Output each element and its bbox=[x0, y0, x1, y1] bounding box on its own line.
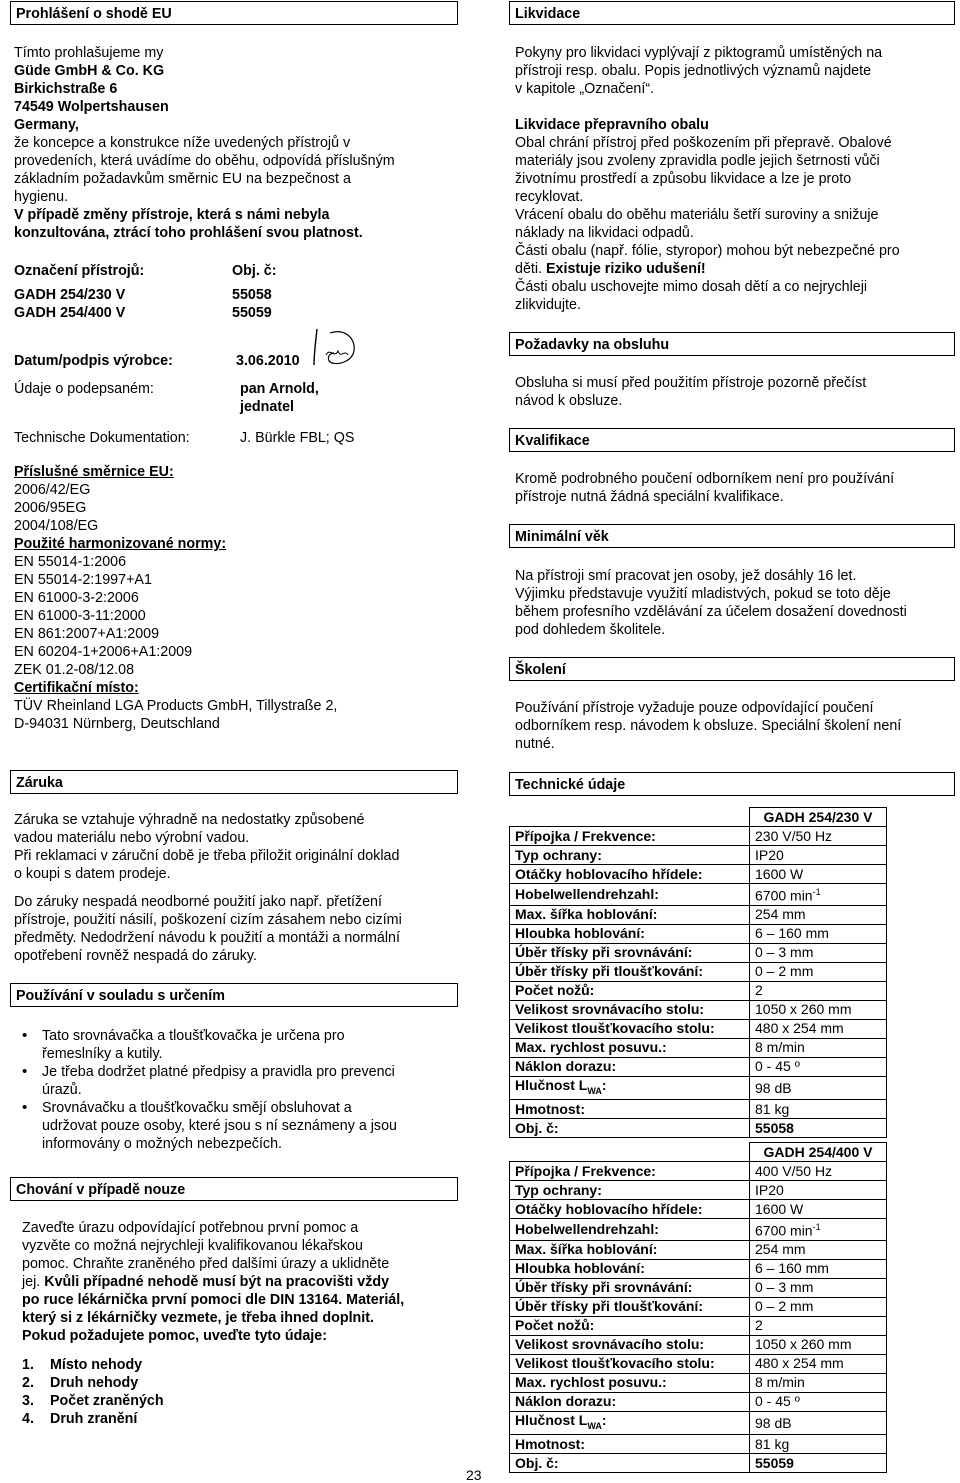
spec-value: 55058 bbox=[750, 1119, 887, 1138]
training-text bbox=[515, 699, 901, 753]
company-country: Germany, bbox=[14, 117, 79, 133]
declaration-line: provedeních, která uvádíme do oběhu, odpovídá příslušným bbox=[14, 153, 395, 169]
declaration-warning bbox=[14, 206, 363, 242]
model-name: GADH 254/400 V bbox=[750, 1143, 887, 1162]
warranty-line: Při reklamaci v záruční době je třeba přiložit originální doklad bbox=[14, 848, 400, 864]
spec-label: Úběr třísky při srovnávání: bbox=[510, 943, 750, 962]
emergency-line: Zaveďte úrazu odpovídající potřebnou první pomoc a bbox=[22, 1220, 359, 1236]
disposal-line: v kapitole „Označení“. bbox=[515, 81, 655, 97]
spec-value: 0 – 2 mm bbox=[750, 1297, 887, 1316]
spec-label: Max. šířka hoblování: bbox=[510, 1240, 750, 1259]
spec-label: Otáčky hoblovacího hřídele: bbox=[510, 865, 750, 884]
table-row bbox=[510, 1100, 887, 1119]
company-street: Birkichstraße 6 bbox=[14, 81, 118, 97]
spec-value: 98 dB bbox=[750, 1076, 887, 1100]
spec-value: 0 – 3 mm bbox=[750, 943, 887, 962]
spec-label: Hloubka hoblování: bbox=[510, 924, 750, 943]
spec-value: 2 bbox=[750, 981, 887, 1000]
spec-value: 400 V/50 Hz bbox=[750, 1162, 887, 1181]
list-item bbox=[22, 1027, 397, 1063]
spec-label: Max. šířka hoblování: bbox=[510, 905, 750, 924]
spec-value: 8 m/min bbox=[750, 1038, 887, 1057]
marking-label: Označení přístrojů: bbox=[14, 263, 145, 279]
device-number: 55059 bbox=[232, 305, 272, 321]
operator-text bbox=[515, 374, 866, 410]
tech-data-table bbox=[509, 807, 887, 1138]
declaration-line: základním požadavkům směrnic EU na bezpečnost a bbox=[14, 171, 351, 187]
table-row bbox=[510, 884, 887, 906]
emergency-line: vyzvěte co možná nejrychleji kvalifikovanou lékařskou bbox=[22, 1238, 363, 1254]
spec-value: 0 – 2 mm bbox=[750, 962, 887, 981]
device-number: 55058 bbox=[232, 287, 272, 303]
table-row bbox=[510, 943, 887, 962]
spec-label: Počet nožů: bbox=[510, 981, 750, 1000]
cert-line: D-94031 Nürnberg, Deutschland bbox=[14, 716, 220, 732]
disposal-line: životnímu prostředí a způsobu likvidace a lze je proto bbox=[515, 171, 852, 187]
declaration-text bbox=[14, 44, 395, 206]
table-row bbox=[510, 1038, 887, 1057]
table-row bbox=[510, 1119, 887, 1138]
signature-image bbox=[308, 325, 360, 369]
emergency-line: pomoc. Chraňte zraněného před dalšími úrazy a uklidněte bbox=[22, 1256, 390, 1272]
warranty-line: předměty. Nedodržení návodu k použití a montáži a normální bbox=[14, 930, 400, 946]
qualification-line: Kromě podrobného poučení odborníkem není pro používání bbox=[515, 471, 895, 487]
spec-label: Úběr třísky při srovnávání: bbox=[510, 1278, 750, 1297]
device-name: GADH 254/230 V bbox=[14, 287, 126, 303]
bullet-line: úrazů. bbox=[42, 1082, 82, 1098]
min-age-line: během profesního vzdělávání za účelem dosažení dovednosti bbox=[515, 604, 907, 620]
table-row bbox=[510, 1297, 887, 1316]
min-age-line: Na přístroji smí pracovat jen osoby, jež dosáhly 16 let. bbox=[515, 568, 857, 584]
table-row bbox=[510, 1162, 887, 1181]
table-row bbox=[510, 1259, 887, 1278]
emergency-line: který si z lékárničky vezmete, je třeba ihned doplnit. bbox=[22, 1310, 374, 1326]
min-age-line: Výjimku představuje využití mladistvých, pokud se toto děje bbox=[515, 586, 891, 602]
spec-label: Hmotnost: bbox=[510, 1435, 750, 1454]
spec-value: IP20 bbox=[750, 1181, 887, 1200]
spec-value: 55059 bbox=[750, 1454, 887, 1473]
spec-label: Velikost srovnávacího stolu: bbox=[510, 1335, 750, 1354]
norm-item: EN 55014-1:2006 bbox=[14, 554, 127, 570]
table-row bbox=[510, 1278, 887, 1297]
emergency-line: Pokud požadujete pomoc, uveďte tyto údaje: bbox=[22, 1328, 327, 1344]
table-row bbox=[510, 865, 887, 884]
spec-value: 230 V/50 Hz bbox=[750, 827, 887, 846]
warranty-line: Záruka se vztahuje výhradně na nedostatky způsobené bbox=[14, 812, 365, 828]
qualification-line: přístroje nutná žádná speciální kvalifikace. bbox=[515, 489, 784, 505]
spec-label: Max. rychlost posuvu.: bbox=[510, 1373, 750, 1392]
cert-heading: Certifikační místo: bbox=[14, 680, 139, 696]
table-row bbox=[510, 1411, 887, 1435]
disposal-line: zlikvidujte. bbox=[515, 297, 581, 313]
spec-label: Hloubka hoblování: bbox=[510, 1259, 750, 1278]
spec-value: 1600 W bbox=[750, 865, 887, 884]
list-item bbox=[22, 1063, 397, 1099]
min-age-text bbox=[515, 567, 907, 639]
disposal-line: Části obalu uschovejte mimo dosah dětí a co nejrychleji bbox=[515, 279, 868, 295]
spec-value: 6 – 160 mm bbox=[750, 924, 887, 943]
warranty-line: Do záruky nespadá neodborné použití jako např. přetížení bbox=[14, 894, 382, 910]
norm-item: ZEK 01.2-08/12.08 bbox=[14, 662, 135, 678]
spec-label: Přípojka / Frekvence: bbox=[510, 827, 750, 846]
spec-value: 254 mm bbox=[750, 1240, 887, 1259]
obj-label: Obj. č: bbox=[232, 263, 277, 279]
norm-item: EN 61000-3-11:2000 bbox=[14, 608, 146, 624]
spec-value: 81 kg bbox=[750, 1100, 887, 1119]
table-row bbox=[510, 1454, 887, 1473]
page-number: 23 bbox=[466, 1467, 482, 1483]
tech-data-heading: Technické údaje bbox=[509, 772, 955, 796]
table-row bbox=[510, 1000, 887, 1019]
cert-line: TÜV Rheinland LGA Products GmbH, Tillystraße 2, bbox=[14, 698, 338, 714]
list-item bbox=[22, 1099, 397, 1153]
qualification-heading: Kvalifikace bbox=[509, 428, 955, 452]
directive-item: 2006/95EG bbox=[14, 500, 87, 516]
warranty-line: vadou materiálu nebo výrobní vadou. bbox=[14, 830, 250, 846]
table-header-row bbox=[510, 808, 887, 827]
table-row bbox=[510, 924, 887, 943]
spec-label: Typ ochrany: bbox=[510, 1181, 750, 1200]
table-row bbox=[510, 846, 887, 865]
spec-label: Max. rychlost posuvu.: bbox=[510, 1038, 750, 1057]
table-row bbox=[510, 1181, 887, 1200]
norm-item: EN 60204-1+2006+A1:2009 bbox=[14, 644, 193, 660]
signer-name: pan Arnold, bbox=[240, 381, 319, 397]
warranty-text bbox=[14, 811, 402, 965]
spec-label: Velikost tloušťkovacího stolu: bbox=[510, 1019, 750, 1038]
training-line: nutné. bbox=[515, 736, 555, 752]
qualification-text bbox=[515, 470, 894, 506]
spec-value: 81 kg bbox=[750, 1435, 887, 1454]
directive-item: 2004/108/EG bbox=[14, 518, 99, 534]
directives-block bbox=[14, 463, 337, 733]
spec-label: Hobelwellendrehzahl: bbox=[510, 884, 750, 906]
disposal-text bbox=[515, 44, 900, 314]
spec-value: 254 mm bbox=[750, 905, 887, 924]
intended-use-list bbox=[22, 1027, 397, 1153]
spec-value: 0 - 45 º bbox=[750, 1057, 887, 1076]
table-row bbox=[510, 1354, 887, 1373]
table-row bbox=[510, 1240, 887, 1259]
spec-value: 98 dB bbox=[750, 1411, 887, 1435]
spec-value: 1600 W bbox=[750, 1200, 887, 1219]
spec-value: 480 x 254 mm bbox=[750, 1354, 887, 1373]
spec-value: 2 bbox=[750, 1316, 887, 1335]
spec-label: Otáčky hoblovacího hřídele: bbox=[510, 1200, 750, 1219]
table-row bbox=[510, 1219, 887, 1241]
spec-value: IP20 bbox=[750, 846, 887, 865]
min-age-heading: Minimální věk bbox=[509, 524, 955, 548]
table-row bbox=[510, 1076, 887, 1100]
directives-heading: Příslušné směrnice EU: bbox=[14, 464, 174, 480]
spec-label: Úběr třísky při tloušťkování: bbox=[510, 1297, 750, 1316]
bullet-line: • Tato srovnávačka a tloušťkovačka je určena pro bbox=[42, 1028, 345, 1044]
disposal-line: Obal chrání přístroj před poškozením při přepravě. Obalové bbox=[515, 135, 892, 151]
norm-item: EN 55014-2:1997+A1 bbox=[14, 572, 152, 588]
list-item: 2. Druh nehody bbox=[22, 1375, 139, 1391]
spec-value: 6 – 160 mm bbox=[750, 1259, 887, 1278]
spec-label: Počet nožů: bbox=[510, 1316, 750, 1335]
table-row bbox=[510, 1335, 887, 1354]
table-row bbox=[510, 981, 887, 1000]
norm-item: EN 61000-3-2:2006 bbox=[14, 590, 139, 606]
list-item: 4. Druh zranění bbox=[22, 1411, 138, 1427]
spec-label: Úběr třísky při tloušťkování: bbox=[510, 962, 750, 981]
signer-info bbox=[240, 380, 319, 416]
table-row bbox=[510, 827, 887, 846]
spec-label: Typ ochrany: bbox=[510, 846, 750, 865]
table-row bbox=[510, 1019, 887, 1038]
table-row bbox=[510, 1373, 887, 1392]
emergency-info-list bbox=[22, 1356, 164, 1428]
tech-data-table bbox=[509, 1142, 887, 1473]
device-name: GADH 254/400 V bbox=[14, 305, 126, 321]
date-value: 3.06.2010 bbox=[236, 353, 300, 369]
list-item-label: Místo nehody bbox=[50, 1357, 143, 1373]
operator-line: Obsluha si musí před použitím přístroje pozorně přečíst bbox=[515, 375, 867, 391]
declaration-line: hygienu. bbox=[14, 189, 69, 205]
date-label: Datum/podpis výrobce: bbox=[14, 353, 173, 369]
warranty-line: opotřebení rovněž nespadá do záruky. bbox=[14, 948, 257, 964]
min-age-line: pod dohledem školitele. bbox=[515, 622, 666, 638]
tech-doc-label: Technische Dokumentation: bbox=[14, 430, 190, 446]
spec-value: 1050 x 260 mm bbox=[750, 1335, 887, 1354]
disposal-line: přístroji resp. obalu. Popis jednotlivých významů najdete bbox=[515, 63, 872, 79]
spec-label: Hlučnost $L_{WA}$: bbox=[510, 1076, 750, 1100]
spec-label: Hlučnost $L_{WA}$: bbox=[510, 1411, 750, 1435]
transport-heading: Likvidace přepravního obalu bbox=[515, 117, 709, 133]
table-header-row bbox=[510, 1143, 887, 1162]
disposal-line: materiály jsou zvoleny zpravidla podle jejich šetrnosti vůči bbox=[515, 153, 880, 169]
signer-role: jednatel bbox=[240, 399, 295, 415]
table-row bbox=[510, 1200, 887, 1219]
declaration-line: že koncepce a konstrukce níže uvedených přístrojů v bbox=[14, 135, 351, 151]
emergency-line: po ruce lékárnička první pomoci dle DIN 13164. Materiál, bbox=[22, 1292, 405, 1308]
disposal-line: Pokyny pro likvidaci vyplývají z piktogramů umístěných na bbox=[515, 45, 883, 61]
model-name: GADH 254/230 V bbox=[750, 808, 887, 827]
spec-value: 6700 $\min^{-1}$ bbox=[750, 884, 887, 906]
emergency-line bbox=[22, 1273, 404, 1291]
warranty-line: přístroje, použití násilí, poškození cizím zásahem nebo cizími bbox=[14, 912, 402, 928]
training-heading: Školení bbox=[509, 657, 955, 681]
bullet-line: • Srovnávačku a tloušťkovačku smějí obsluhovat a bbox=[42, 1100, 352, 1116]
signer-label: Údaje o podepsaném: bbox=[14, 381, 154, 397]
bullet-line: udržovat pouze osoby, které jsou s ní seznámeny a jsou bbox=[42, 1118, 397, 1134]
table-header-blank bbox=[510, 1143, 750, 1162]
disposal-line: recyklovat. bbox=[515, 189, 584, 205]
intended-use-heading: Používání v souladu s určením bbox=[10, 983, 458, 1007]
table-row bbox=[510, 1392, 887, 1411]
list-item: 3. Počet zraněných bbox=[22, 1393, 164, 1409]
list-item-label: Druh zranění bbox=[50, 1411, 138, 1427]
directive-item: 2006/42/EG bbox=[14, 482, 91, 498]
spec-value: 480 x 254 mm bbox=[750, 1019, 887, 1038]
disposal-line: Vrácení obalu do oběhu materiálu šetří suroviny a snižuje bbox=[515, 207, 879, 223]
emergency-text-bold: Kvůli případné nehodě musí být na pracovišti vždy bbox=[44, 1274, 390, 1290]
training-line: odborníkem resp. návodem k obsluze. Speciální školení není bbox=[515, 718, 902, 734]
bullet-line: • Je třeba dodržet platné předpisy a pravidla pro prevenci bbox=[42, 1064, 395, 1080]
list-item-label: Druh nehody bbox=[50, 1375, 139, 1391]
training-line: Používání přístroje vyžaduje pouze odpovídající poučení bbox=[515, 700, 874, 716]
table-row bbox=[510, 905, 887, 924]
table-row bbox=[510, 1435, 887, 1454]
warranty-heading: Záruka bbox=[10, 770, 458, 794]
operator-line: návod k obsluze. bbox=[515, 393, 623, 409]
spec-value: 8 m/min bbox=[750, 1373, 887, 1392]
spec-label: Náklon dorazu: bbox=[510, 1057, 750, 1076]
emergency-text bbox=[22, 1219, 404, 1345]
spec-label: Hmotnost: bbox=[510, 1100, 750, 1119]
bullet-line: řemeslníky a kutily. bbox=[42, 1046, 163, 1062]
emergency-text-normal: jej. bbox=[22, 1274, 45, 1290]
disposal-line: náklady na likvidaci odpadů. bbox=[515, 225, 694, 241]
spec-label: Velikost tloušťkovacího stolu: bbox=[510, 1354, 750, 1373]
spec-label: Hobelwellendrehzahl: bbox=[510, 1219, 750, 1241]
spec-label: Obj. č: bbox=[510, 1119, 750, 1138]
emergency-heading: Chování v případě nouze bbox=[10, 1177, 458, 1201]
bullet-line: informovány o možných nebezpečích. bbox=[42, 1136, 282, 1152]
company-name: Güde GmbH & Co. KG bbox=[14, 63, 165, 79]
disposal-line: Části obalu (např. fólie, styropor) mohou být nebezpečné pro bbox=[515, 243, 900, 259]
tech-doc-value: J. Bürkle FBL; QS bbox=[240, 430, 355, 446]
company-city: 74549 Wolpertshausen bbox=[14, 99, 169, 115]
declaration-heading: Prohlášení o shodě EU bbox=[10, 1, 458, 25]
norms-heading: Použité harmonizované normy: bbox=[14, 536, 227, 552]
spec-value: 6700 $\min^{-1}$ bbox=[750, 1219, 887, 1241]
list-item-label: Počet zraněných bbox=[50, 1393, 164, 1409]
warning-line: konzultována, ztrácí toho prohlášení svou platnost. bbox=[14, 225, 363, 241]
spec-value: 0 – 3 mm bbox=[750, 1278, 887, 1297]
spec-value: 1050 x 260 mm bbox=[750, 1000, 887, 1019]
disposal-line bbox=[515, 260, 900, 278]
suffocation-warning: Existuje riziko udušení! bbox=[546, 261, 706, 277]
declaration-line: Tímto prohlašujeme my bbox=[14, 45, 164, 61]
operator-heading: Požadavky na obsluhu bbox=[509, 332, 955, 356]
warranty-line: o koupi s datem prodeje. bbox=[14, 866, 171, 882]
table-row bbox=[510, 962, 887, 981]
spec-label: Náklon dorazu: bbox=[510, 1392, 750, 1411]
list-item: 1. Místo nehody bbox=[22, 1357, 143, 1373]
disposal-text-normal: děti. bbox=[515, 261, 546, 277]
warning-line: V případě změny přístroje, která s námi nebyla bbox=[14, 207, 330, 223]
table-row bbox=[510, 1316, 887, 1335]
spec-label: Velikost srovnávacího stolu: bbox=[510, 1000, 750, 1019]
disposal-heading: Likvidace bbox=[509, 1, 955, 25]
table-header-blank bbox=[510, 808, 750, 827]
spec-label: Obj. č: bbox=[510, 1454, 750, 1473]
spec-value: 0 - 45 º bbox=[750, 1392, 887, 1411]
spec-label: Přípojka / Frekvence: bbox=[510, 1162, 750, 1181]
norm-item: EN 861:2007+A1:2009 bbox=[14, 626, 160, 642]
table-row bbox=[510, 1057, 887, 1076]
